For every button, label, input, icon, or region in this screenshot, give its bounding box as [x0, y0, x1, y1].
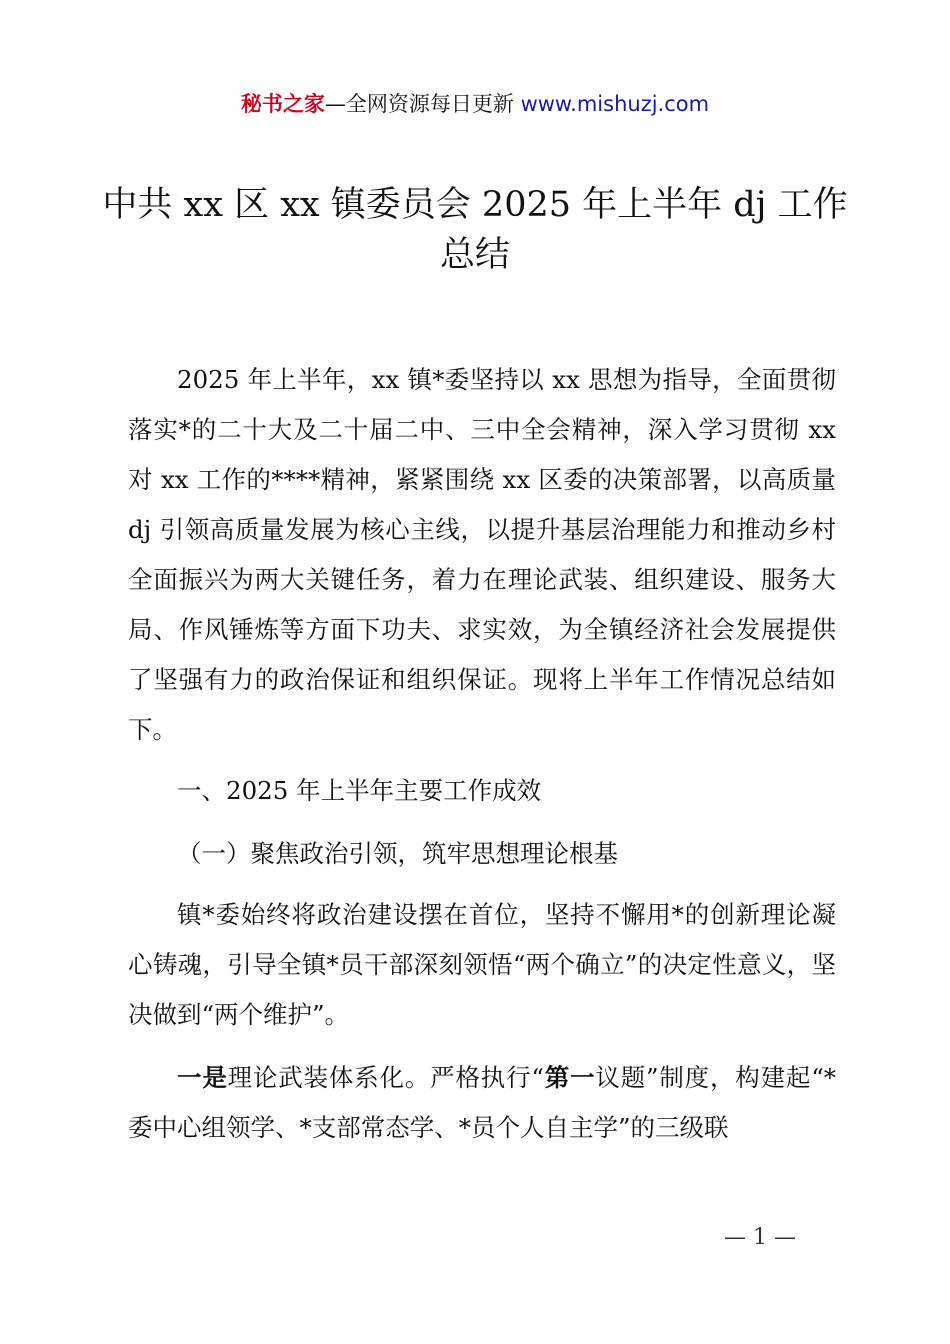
intro-paragraph: 2025 年上半年，xx 镇*委坚持以 xx 思想为指导，全面贯彻落实*的二十大及二十届二中、三中全会精神，深入学习贯彻 xx 对 xx 工作的****精神，紧紧围绕 xx 区委的决策部署，以高质量 dj 引领高质量发展为核心主线，以提升基层治理能力和推动乡村全面振兴为两大关键任务，着力在理论武装、组织建设、服务大局、作风锤炼等方面下功夫、求实效，为全镇经济社会发展提供了坚强有力的政治保证和组织保证。现将上半年工作情况总结如下。 — [128, 365, 836, 744]
banner-slogan: —全网资源每日更新 — [324, 92, 521, 116]
section-heading-1: 一、2025 年上半年主要工作成效 — [177, 776, 542, 805]
site-banner — [0, 88, 950, 120]
document-title: 中共 xx 区 xx 镇委员会 2025 年上半年 dj 工作总结 — [102, 185, 848, 275]
site-url-link[interactable]: www.mishuzj.com — [520, 92, 710, 116]
body-paragraph-1: 镇*委始终将政治建设摆在首位，坚持不懈用*的创新理论凝心铸魂，引导全镇*员干部深刻领悟“两个确立”的决定性意义，坚决做到“两个维护”。 — [128, 900, 836, 1029]
bold-lead: 一是 — [177, 1063, 228, 1092]
brand-name: 秘书之家 — [240, 92, 325, 116]
body-text-part-1: 理论武装体系化。严格执行“ — [227, 1063, 544, 1092]
body-text-part-2: 议题”制度，构建起“*委中心组领学、*支部常态学、*员个人自主学”的三级联 — [128, 1063, 837, 1142]
body-paragraph-2 — [128, 1053, 836, 1153]
bold-mid: 第一 — [543, 1063, 596, 1092]
page-number: — 1 — — [724, 1225, 796, 1250]
subsection-heading-1: （一）聚焦政治引领，筑牢思想理论根基 — [177, 839, 618, 868]
